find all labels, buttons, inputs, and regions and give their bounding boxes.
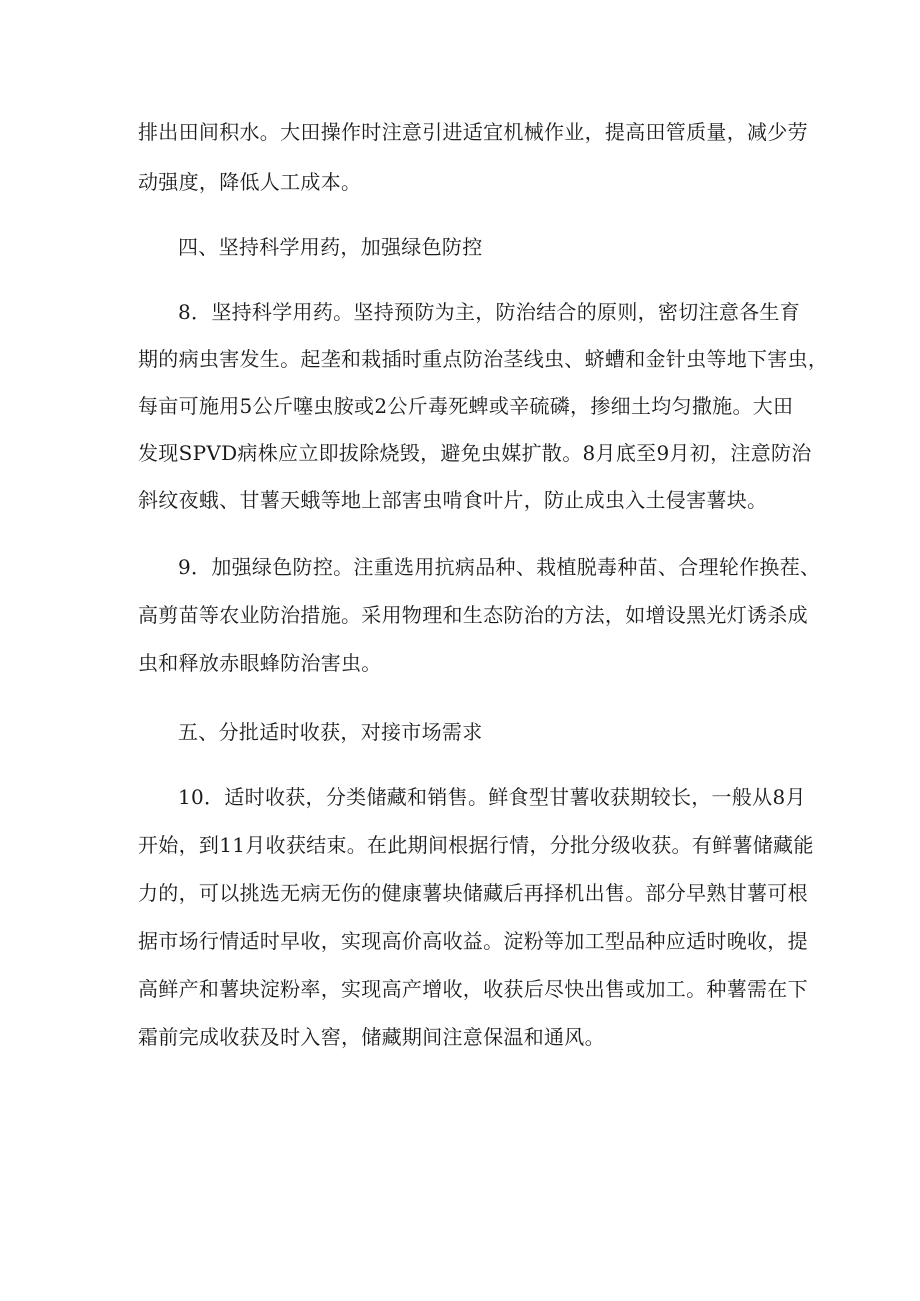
body-text-line: 排出田间积水。大田操作时注意引进适宜机械作业，提高田管质量，减少劳 (138, 120, 808, 144)
body-text-line: 开始，到11月收获结束。在此期间根据行情，分批分级收获。有鲜薯储藏能 (138, 833, 814, 857)
body-text-line: 9．加强绿色防控。注重选用抗病品种、栽植脱毒种苗、合理轮作换茬、 (178, 555, 821, 579)
body-text-line: 动强度，降低人工成本。 (138, 170, 362, 194)
body-text-line: 发现SPVD病株应立即拔除烧毁，避免虫媒扩散。8月底至9月初，注意防治 (138, 441, 812, 465)
body-text-line: 斜纹夜蛾、甘薯天蛾等地上部害虫啃食叶片，防止成虫入土侵害薯块。 (138, 488, 768, 512)
body-text-line: 虫和释放赤眼蜂防治害虫。 (138, 651, 382, 675)
body-text-line: 期的病虫害发生。起垄和栽插时重点防治茎线虫、蛴螬和金针虫等地下害虫， (138, 347, 829, 371)
body-text-line: 每亩可施用5公斤噻虫胺或2公斤毒死蜱或辛硫磷，掺细土均匀撒施。大田 (138, 394, 794, 418)
body-text-line: 据市场行情适时早收，实现高价高收益。淀粉等加工型品种应适时晚收，提 (138, 929, 808, 953)
body-text-line: 力的，可以挑选无病无伤的健康薯块储藏后再择机出售。部分早熟甘薯可根 (138, 881, 808, 905)
body-text-line: 霜前完成收获及时入窖，储藏期间注意保温和通风。 (138, 1025, 605, 1049)
body-text-line: 高鲜产和薯块淀粉率，实现高产增收，收获后尽快出售或加工。种薯需在下 (138, 977, 808, 1001)
section-heading-4: 四、坚持科学用药，加强绿色防控 (178, 235, 483, 259)
body-text-line: 10．适时收获，分类储藏和销售。鲜食型甘薯收获期较长，一般从8月 (178, 785, 806, 809)
body-text-line: 高剪苗等农业防治措施。采用物理和生态防治的方法，如增设黑光灯诱杀成 (138, 603, 808, 627)
body-text-line: 8．坚持科学用药。坚持预防为主，防治结合的原则，密切注意各生育 (178, 300, 801, 324)
section-heading-5: 五、分批适时收获，对接市场需求 (178, 720, 483, 744)
